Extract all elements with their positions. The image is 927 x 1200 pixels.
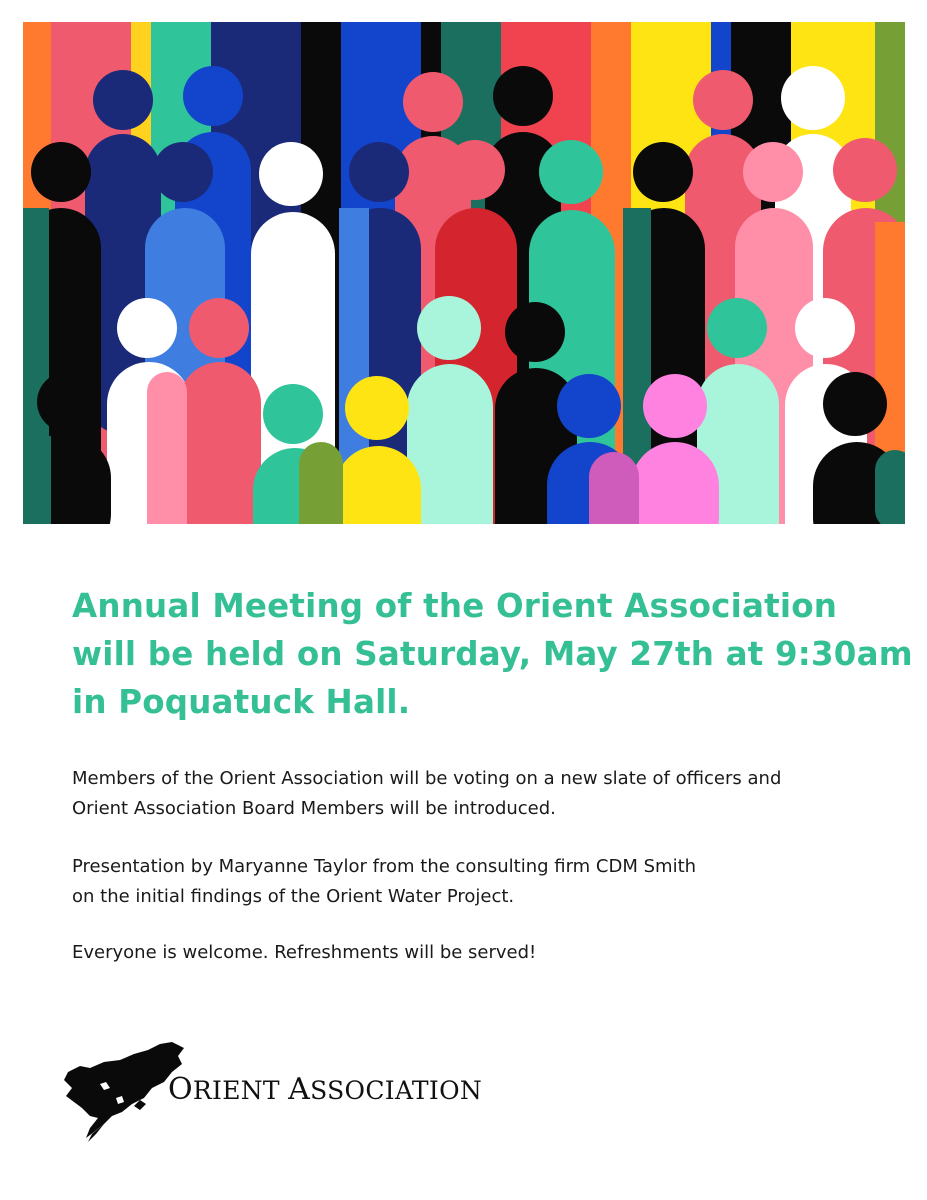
orient-association-logo xyxy=(60,1038,483,1148)
meeting-headline xyxy=(72,582,913,726)
voting-line-1: Members of the Orient Association will be voting on a new slate of officers and xyxy=(72,768,782,789)
voting-line-2: Orient Association Board Members will be introduced. xyxy=(72,798,556,819)
headline-line-1: Annual Meeting of the Orient Association xyxy=(72,587,838,625)
presentation-paragraph xyxy=(72,852,892,912)
logo-initial-o: O xyxy=(168,1072,193,1107)
voting-paragraph xyxy=(72,764,892,824)
headline-line-2: will be held on Saturday, May 27th at 9:30am xyxy=(72,635,913,673)
presentation-line-1: Presentation by Maryanne Taylor from the consulting firm CDM Smith xyxy=(72,856,697,877)
logo-wordmark xyxy=(168,1072,482,1107)
logo-rest-ssociation: SSOCIATION xyxy=(310,1076,483,1105)
headline-line-3: in Poquatuck Hall. xyxy=(72,683,411,721)
welcome-paragraph xyxy=(72,938,892,968)
logo-initial-a: A xyxy=(288,1072,311,1107)
crowd-illustration xyxy=(23,22,905,524)
logo-rest-rient: RIENT xyxy=(192,1076,280,1105)
welcome-line: Everyone is welcome. Refreshments will be served! xyxy=(72,942,537,963)
presentation-line-2: on the initial findings of the Orient Water Project. xyxy=(72,886,515,907)
